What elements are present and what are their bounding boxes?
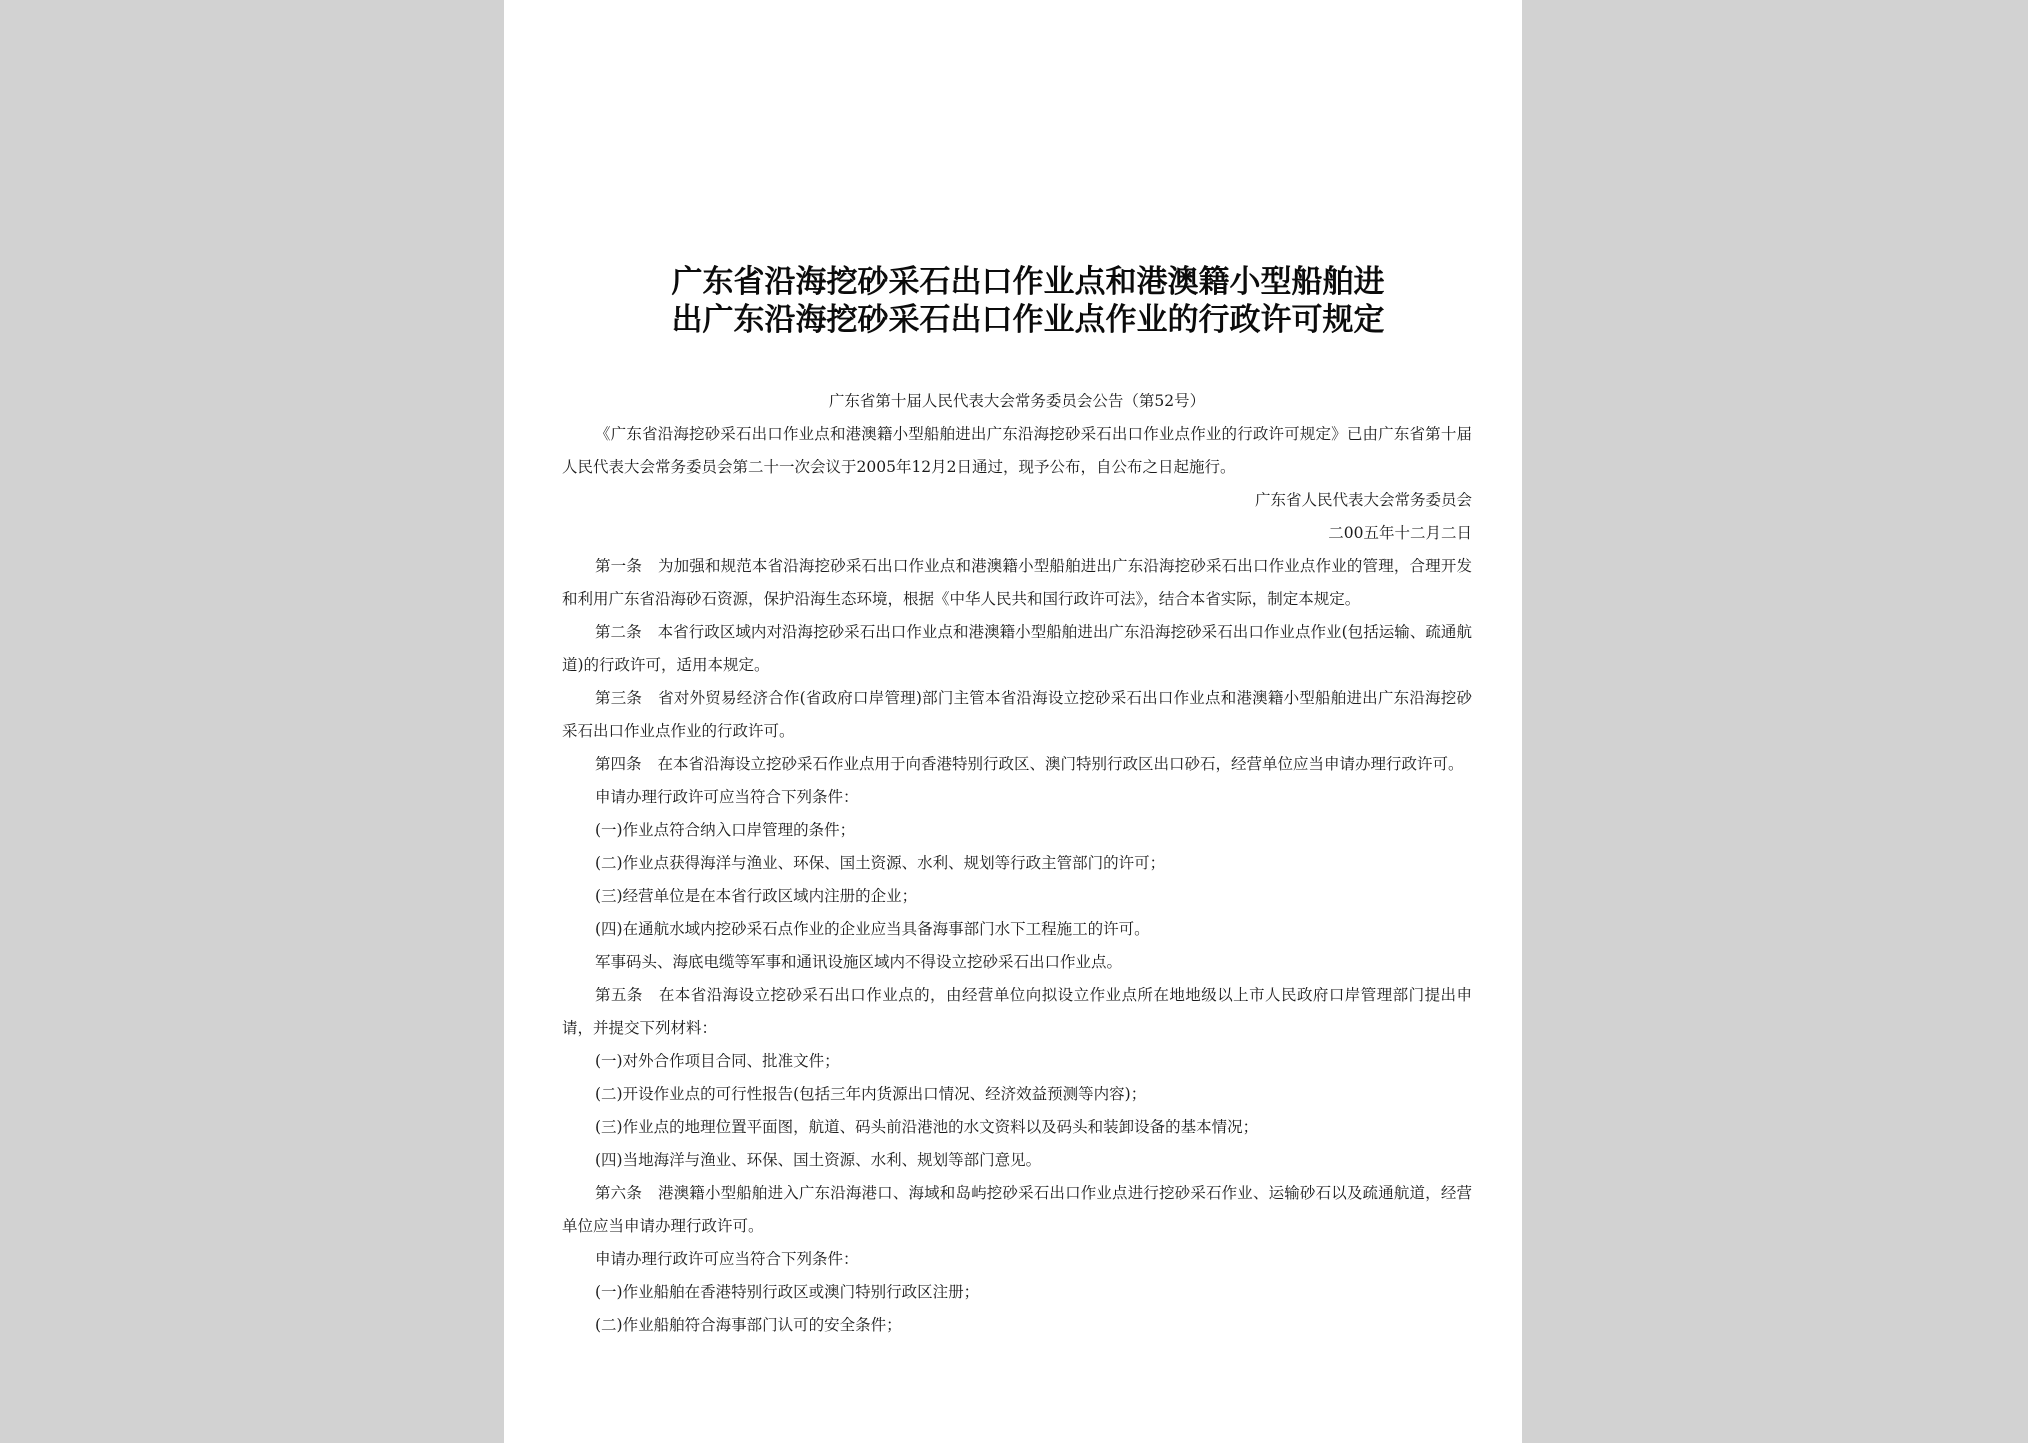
article-1-text: 为加强和规范本省沿海挖砂采石出口作业点和港澳籍小型船舶进出广东沿海挖砂采石出口作业点作业的管理，合理开发和利用广东省沿海砂石资源，保护沿海生态环境，根据《中华人民共和国行政许可法》，结合本省实际，制定本规定。 xyxy=(562,557,1472,608)
article-4 xyxy=(562,748,1472,781)
article-2 xyxy=(562,616,1472,682)
article-5-item: (二)开设作业点的可行性报告(包括三年内货源出口情况、经济效益预测等内容)； xyxy=(595,1085,1147,1103)
article-6-conditions-intro: 申请办理行政许可应当符合下列条件： xyxy=(595,1250,859,1268)
preamble-paragraph: 《广东省沿海挖砂采石出口作业点和港澳籍小型船舶进出广东沿海挖砂采石出口作业点作业的行政许可规定》已由广东省第十届人民代表大会常务委员会第二十一次会议于2005年12月2日通过，现予公布，自公布之日起施行。 xyxy=(562,425,1472,476)
article-1 xyxy=(562,550,1472,616)
article-6 xyxy=(562,1177,1472,1243)
announcement-line: 广东省第十届人民代表大会常务委员会公告（第52号） xyxy=(828,392,1206,410)
article-4-label: 第四条 xyxy=(595,755,642,773)
article-4-item: (一)作业点符合纳入口岸管理的条件； xyxy=(595,821,856,839)
document-page xyxy=(504,0,1522,1443)
article-6-text: 港澳籍小型船舶进入广东沿海港口、海域和岛屿挖砂采石出口作业点进行挖砂采石作业、运输砂石以及疏通航道，经营单位应当申请办理行政许可。 xyxy=(562,1184,1472,1235)
issue-date: 二00五年十二月二日 xyxy=(1328,524,1472,542)
article-6-label: 第六条 xyxy=(595,1184,642,1202)
document-title xyxy=(588,263,1468,339)
article-2-text: 本省行政区域内对沿海挖砂采石出口作业点和港澳籍小型船舶进出广东沿海挖砂采石出口作业点作业(包括运输、疏通航道)的行政许可，适用本规定。 xyxy=(562,623,1472,674)
article-3-text: 省对外贸易经济合作(省政府口岸管理)部门主管本省沿海设立挖砂采石出口作业点和港澳籍小型船舶进出广东沿海挖砂采石出口作业点作业的行政许可。 xyxy=(562,689,1472,740)
article-6-item: (二)作业船舶符合海事部门认可的安全条件； xyxy=(595,1316,902,1334)
article-4-note: 军事码头、海底电缆等军事和通讯设施区域内不得设立挖砂采石出口作业点。 xyxy=(595,953,1123,971)
document-body xyxy=(562,385,1472,1342)
article-5-item: (一)对外合作项目合同、批准文件； xyxy=(595,1052,840,1070)
article-3-label: 第三条 xyxy=(595,689,643,707)
title-line-2: 出广东沿海挖砂采石出口作业点作业的行政许可规定 xyxy=(671,302,1385,338)
article-6-item: (一)作业船舶在香港特别行政区或澳门特别行政区注册； xyxy=(595,1283,980,1301)
article-5-item: (四)当地海洋与渔业、环保、国土资源、水利、规划等部门意见。 xyxy=(595,1151,1042,1169)
article-4-conditions-intro: 申请办理行政许可应当符合下列条件： xyxy=(595,788,859,806)
article-5-label: 第五条 xyxy=(595,986,643,1004)
article-1-label: 第一条 xyxy=(595,557,642,575)
article-5-text: 在本省沿海设立挖砂采石出口作业点的，由经营单位向拟设立作业点所在地地级以上市人民政府口岸管理部门提出申请，并提交下列材料： xyxy=(562,986,1472,1037)
article-3 xyxy=(562,682,1472,748)
article-5-item: (三)作业点的地理位置平面图，航道、码头前沿港池的水文资料以及码头和装卸设备的基本情况； xyxy=(595,1118,1259,1136)
title-line-1: 广东省沿海挖砂采石出口作业点和港澳籍小型船舶进 xyxy=(671,264,1385,300)
article-2-label: 第二条 xyxy=(595,623,642,641)
article-5 xyxy=(562,979,1472,1045)
issuer-signature: 广东省人民代表大会常务委员会 xyxy=(1254,491,1472,509)
article-4-text: 在本省沿海设立挖砂采石作业点用于向香港特别行政区、澳门特别行政区出口砂石，经营单位应当申请办理行政许可。 xyxy=(657,755,1464,773)
article-4-item: (四)在通航水域内挖砂采石点作业的企业应当具备海事部门水下工程施工的许可。 xyxy=(595,920,1150,938)
article-4-item: (三)经营单位是在本省行政区域内注册的企业； xyxy=(595,887,918,905)
article-4-item: (二)作业点获得海洋与渔业、环保、国土资源、水利、规划等行政主管部门的许可； xyxy=(595,854,1166,872)
